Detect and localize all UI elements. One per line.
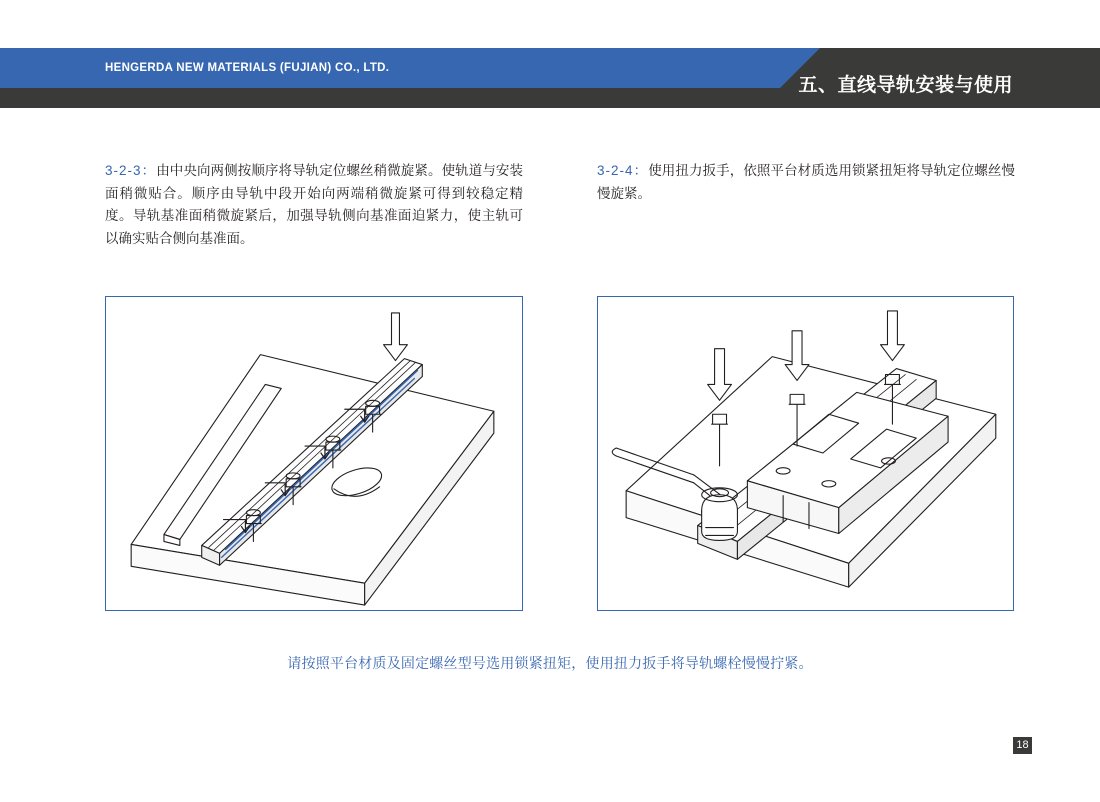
- step-label-3-2-4: 3-2-4：: [597, 163, 649, 178]
- figure-caption: 请按照平台材质及固定螺丝型号选用锁紧扭矩，使用扭力扳手将导轨螺栓慢慢拧紧。: [287, 655, 813, 671]
- figure-left: [105, 296, 523, 611]
- chapter-title: 五、直线导轨安装与使用: [798, 75, 1013, 96]
- step-text-3-2-3: 由中央向两侧按顺序将导轨定位螺丝稍微旋紧。使轨道与安装面稍微贴合。顺序由导轨中段开始向两端稍微旋紧可得到较稳定精度。导轨基准面稍微旋紧后，加强导轨侧向基准面迫紧力，使主轨可以确实贴合侧向基准面。: [105, 163, 524, 246]
- figure-left-illustration: [106, 297, 522, 610]
- figure-right: [597, 296, 1014, 611]
- company-name: HENGERDA NEW MATERIALS (FUJIAN) CO., LTD.: [105, 62, 390, 74]
- page-header: [0, 48, 1100, 108]
- paragraph-step-3-2-3: [105, 160, 523, 250]
- figure-right-illustration: [598, 297, 1013, 610]
- paragraph-step-3-2-4: [597, 160, 1015, 205]
- step-text-3-2-4: 使用扭力扳手，依照平台材质选用锁紧扭矩将导轨定位螺丝慢慢旋紧。: [597, 163, 1016, 201]
- page-number: 18: [1013, 737, 1032, 754]
- step-label-3-2-3: 3-2-3：: [105, 163, 157, 178]
